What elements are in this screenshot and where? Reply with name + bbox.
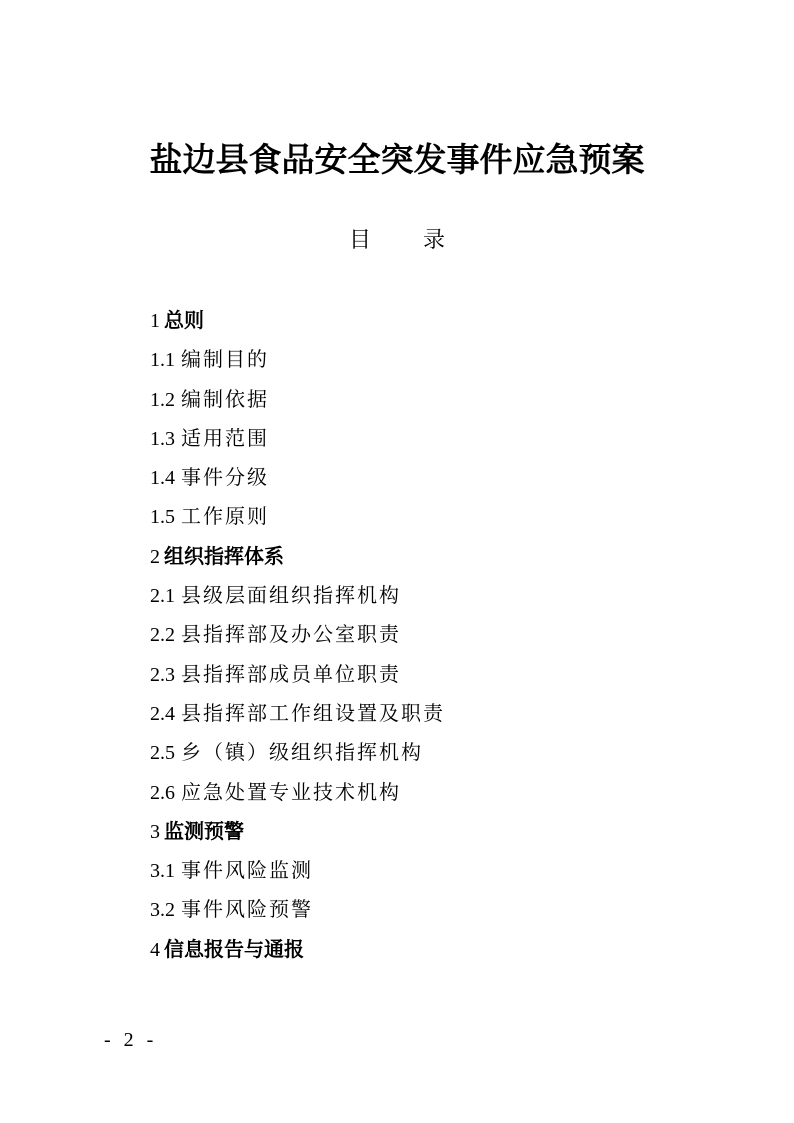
toc-item: 2.2 县指挥部及办公室职责 bbox=[150, 622, 401, 647]
toc-item: 1.3 适用范围 bbox=[150, 425, 269, 450]
toc-item: 2.1 县级层面组织指挥机构 bbox=[150, 583, 401, 608]
toc-item: 1.5 工作原则 bbox=[150, 504, 269, 529]
toc-item: 3.2 事件风险预警 bbox=[150, 897, 313, 922]
page-number: - 2 - bbox=[104, 1029, 158, 1051]
toc-item: 1 总则 bbox=[150, 308, 204, 332]
toc-item: 2.6 应急处置专业技术机构 bbox=[150, 779, 401, 804]
toc-item: 3 监测预警 bbox=[150, 818, 244, 843]
toc-item: 2.5 乡（镇）级组织指挥机构 bbox=[150, 740, 423, 765]
toc-item: 1.4 事件分级 bbox=[150, 465, 269, 490]
toc-item: 1.2 编制依据 bbox=[150, 386, 269, 411]
toc-heading-left: 目 bbox=[348, 228, 371, 253]
toc-item: 1.1 编制目的 bbox=[150, 347, 269, 372]
toc-heading bbox=[0, 226, 794, 256]
toc-item: 2.3 县指挥部成员单位职责 bbox=[150, 661, 401, 686]
toc-item: 3.1 事件风险监测 bbox=[150, 858, 313, 883]
toc-item: 2.4 县指挥部工作组设置及职责 bbox=[150, 700, 445, 725]
table-of-contents bbox=[150, 304, 445, 972]
toc-item: 2 组织指挥体系 bbox=[150, 543, 284, 568]
document-title: 盐边县食品安全突发事件应急预案 bbox=[149, 140, 645, 179]
toc-heading-right: 录 bbox=[423, 228, 446, 253]
toc-item: 4 信息报告与通报 bbox=[150, 936, 304, 961]
